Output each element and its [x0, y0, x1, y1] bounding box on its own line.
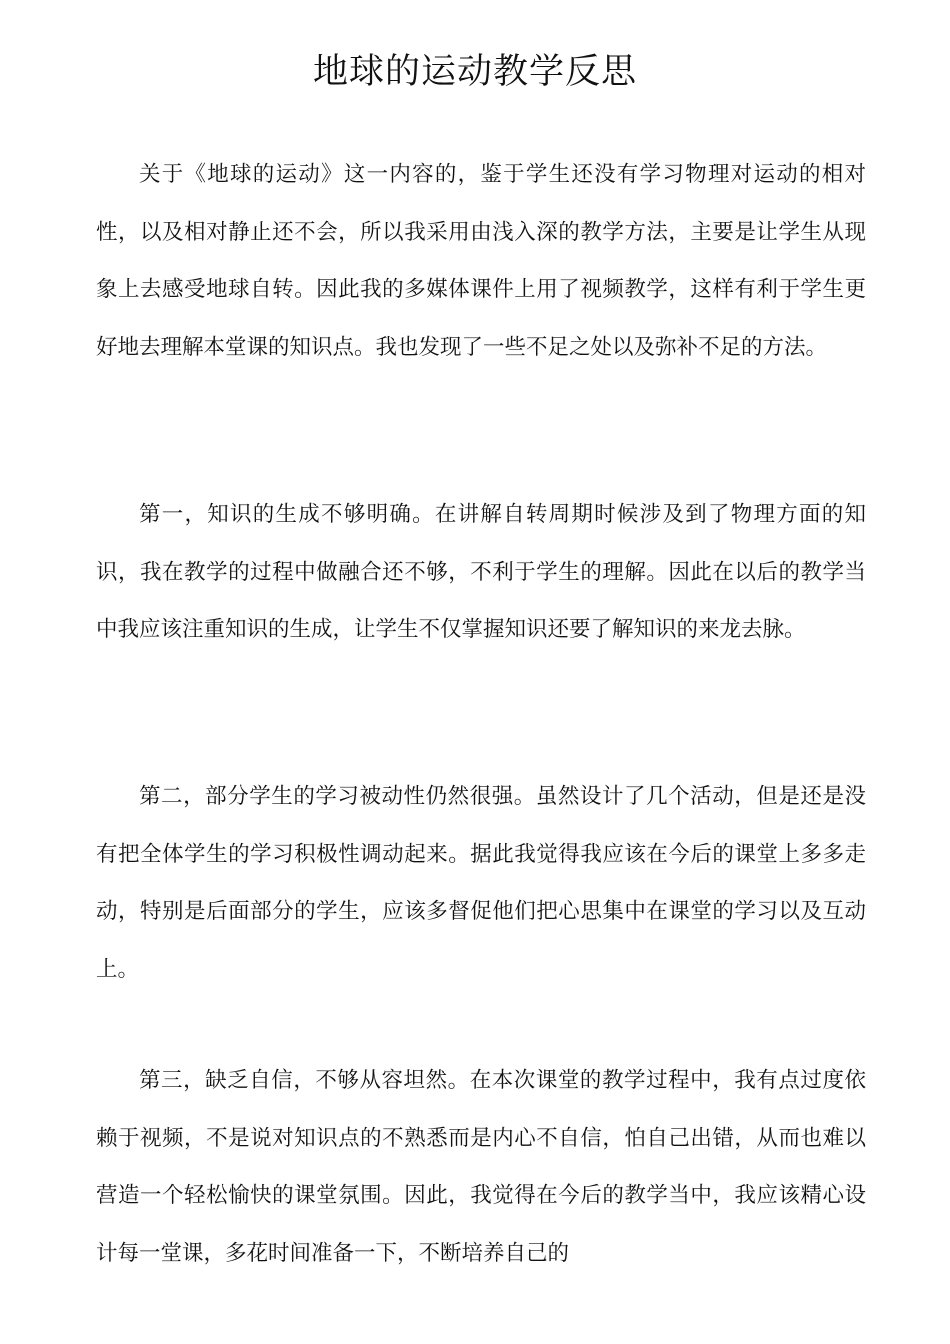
paragraph-first-point: 第一，知识的生成不够明确。在讲解自转周期时候涉及到了物理方面的知识，我在教学的过程中做融合还不够，不利于学生的理解。因此在以后的教学当中我应该注重知识的生成，让学生不仅掌握知识还要了解知识的来龙去脉。	[96, 502, 866, 642]
paragraph-third-point: 第三，缺乏自信，不够从容坦然。在本次课堂的教学过程中，我有点过度依赖于视频，不是说对知识点的不熟悉而是内心不自信，怕自己出错，从而也难以营造一个轻松愉快的课堂氛围。因此，我觉得在今后的教学当中，我应该精心设计每一堂课，多花时间准备一下，不断培养自己的	[96, 1068, 866, 1266]
paragraph-second-point: 第二，部分学生的学习被动性仍然很强。虽然设计了几个活动，但是还是没有把全体学生的学习积极性调动起来。据此我觉得我应该在今后的课堂上多多走动，特别是后面部分的学生，应该多督促他们把心思集中在课堂的学习以及互动上。	[96, 784, 866, 982]
document-title: 地球的运动教学反思	[312, 52, 637, 92]
paragraph-intro: 关于《地球的运动》这一内容的，鉴于学生还没有学习物理对运动的相对性，以及相对静止还不会，所以我采用由浅入深的教学方法，主要是让学生从现象上去感受地球自转。因此我的多媒体课件上用了视频教学，这样有利于学生更好地去理解本堂课的知识点。我也发现了一些不足之处以及弥补不足的方法。	[96, 162, 866, 360]
